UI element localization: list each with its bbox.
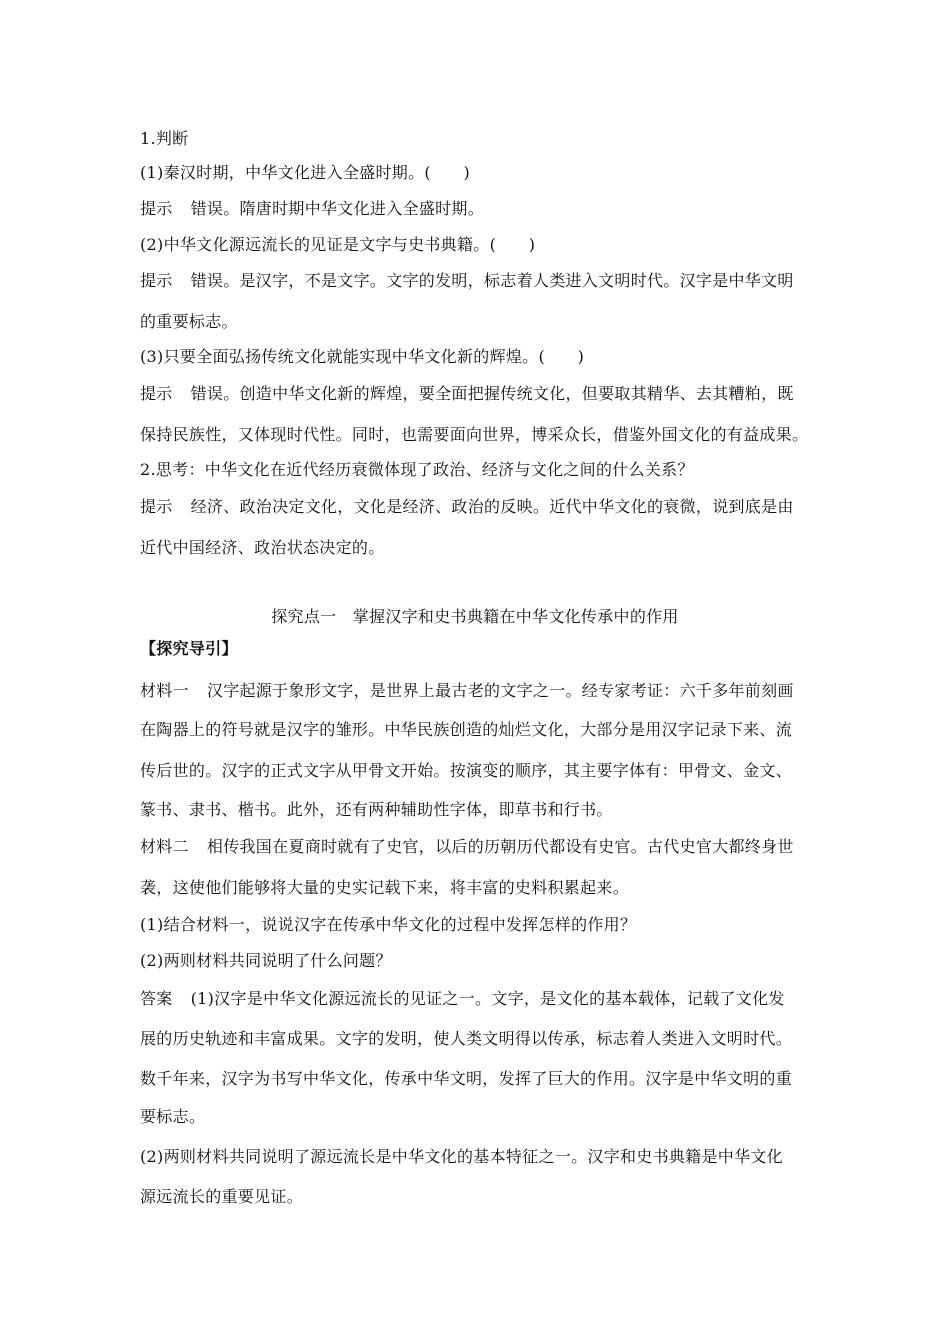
answer-label: 答案 <box>140 989 173 1008</box>
q1-hint-1 <box>140 198 820 220</box>
hint-label: 提示 <box>140 199 173 218</box>
answer-1 <box>140 988 820 1010</box>
material-2 <box>140 836 820 858</box>
material-text: 汉字起源于象形文字，是世界上最古老的文字之一。经专家考证：六千多年前刻画 <box>206 681 794 700</box>
question-2: (2)两则材料共同说明了什么问题？ <box>140 951 392 970</box>
material-2-line-2: 袭，这使他们能够将大量的史实记载下来，将丰富的史料积累起来。 <box>140 878 630 897</box>
q1-item-3: (3)只要全面弘扬传统文化就能实现中华文化新的辉煌。( ) <box>140 347 585 366</box>
q1-heading: 1.判断 <box>140 129 189 148</box>
hint-text: 经济、政治决定文化，文化是经济、政治的反映。近代中华文化的衰微，说到底是由 <box>190 497 794 516</box>
hint-text: 错误。创造中华文化新的辉煌，要全面把握传统文化，但要取其精华、去其糟粕，既 <box>190 384 794 403</box>
material-1-line-3: 传后世的。汉字的正式文字从甲骨文开始。按演变的顺序，其主要字体有：甲骨文、金文、 <box>140 761 793 780</box>
hint-text: 错误。隋唐时期中华文化进入全盛时期。 <box>190 199 485 218</box>
hint-label: 提示 <box>140 384 173 403</box>
answer-2: (2)两则材料共同说明了源远流长是中华文化的基本特征之一。汉字和史书典籍是中华文化 <box>140 1147 783 1166</box>
material-label: 材料一 <box>140 681 189 700</box>
answer-2-line-2: 源远流长的重要见证。 <box>140 1187 304 1206</box>
answer-1-line-4: 要标志。 <box>140 1107 206 1126</box>
material-1-line-2: 在陶器上的符号就是汉字的雏形。中华民族创造的灿烂文化，大部分是用汉字记录下来、流 <box>140 720 793 739</box>
material-text: 相传我国在夏商时就有了史官，以后的历朝历代都设有史官。古代史官大都终身世 <box>206 837 794 856</box>
q1-hint-2-cont: 的重要标志。 <box>140 312 238 331</box>
q2-hint <box>140 496 820 518</box>
guide-heading: 【探究导引】 <box>140 639 238 658</box>
q1-item-2: (2)中华文化源远流长的见证是文字与史书典籍。( ) <box>140 235 536 254</box>
q1-hint-2 <box>140 270 820 292</box>
hint-text: 错误。是汉字，不是文字。文字的发明，标志着人类进入文明时代。汉字是中华文明 <box>190 271 794 290</box>
material-1 <box>140 680 820 702</box>
material-label: 材料二 <box>140 837 189 856</box>
answer-text: (1)汉字是中华文化源远流长的见证之一。文字，是文化的基本载体，记载了文化发 <box>190 989 785 1008</box>
q2-heading: 2.思考：中华文化在近代经历衰微体现了政治、经济与文化之间的什么关系？ <box>140 460 694 479</box>
answer-1-line-3: 数千年来，汉字为书写中华文化，传承中华文明，发挥了巨大的作用。汉字是中华文明的重 <box>140 1069 793 1088</box>
answer-1-line-2: 展的历史轨迹和丰富成果。文字的发明，使人类文明得以传承，标志着人类进入文明时代。 <box>140 1029 793 1048</box>
q1-hint-3-cont: 保持民族性，又体现时代性。同时，也需要面向世界，博采众长，借鉴外国文化的有益成果。 <box>140 425 809 444</box>
hint-label: 提示 <box>140 497 173 516</box>
section-title: 探究点一 掌握汉字和史书典籍在中华文化传承中的作用 <box>271 607 679 626</box>
material-1-line-4: 篆书、隶书、楷书。此外，还有两种辅助性字体，即草书和行书。 <box>140 800 613 819</box>
question-1: (1)结合材料一，说说汉字在传承中华文化的过程中发挥怎样的作用？ <box>140 915 637 934</box>
q1-hint-3 <box>140 383 820 405</box>
hint-label: 提示 <box>140 271 173 290</box>
q1-item-1: (1)秦汉时期，中华文化进入全盛时期。( ) <box>140 163 471 182</box>
q2-hint-cont: 近代中国经济、政治状态决定的。 <box>140 538 385 557</box>
